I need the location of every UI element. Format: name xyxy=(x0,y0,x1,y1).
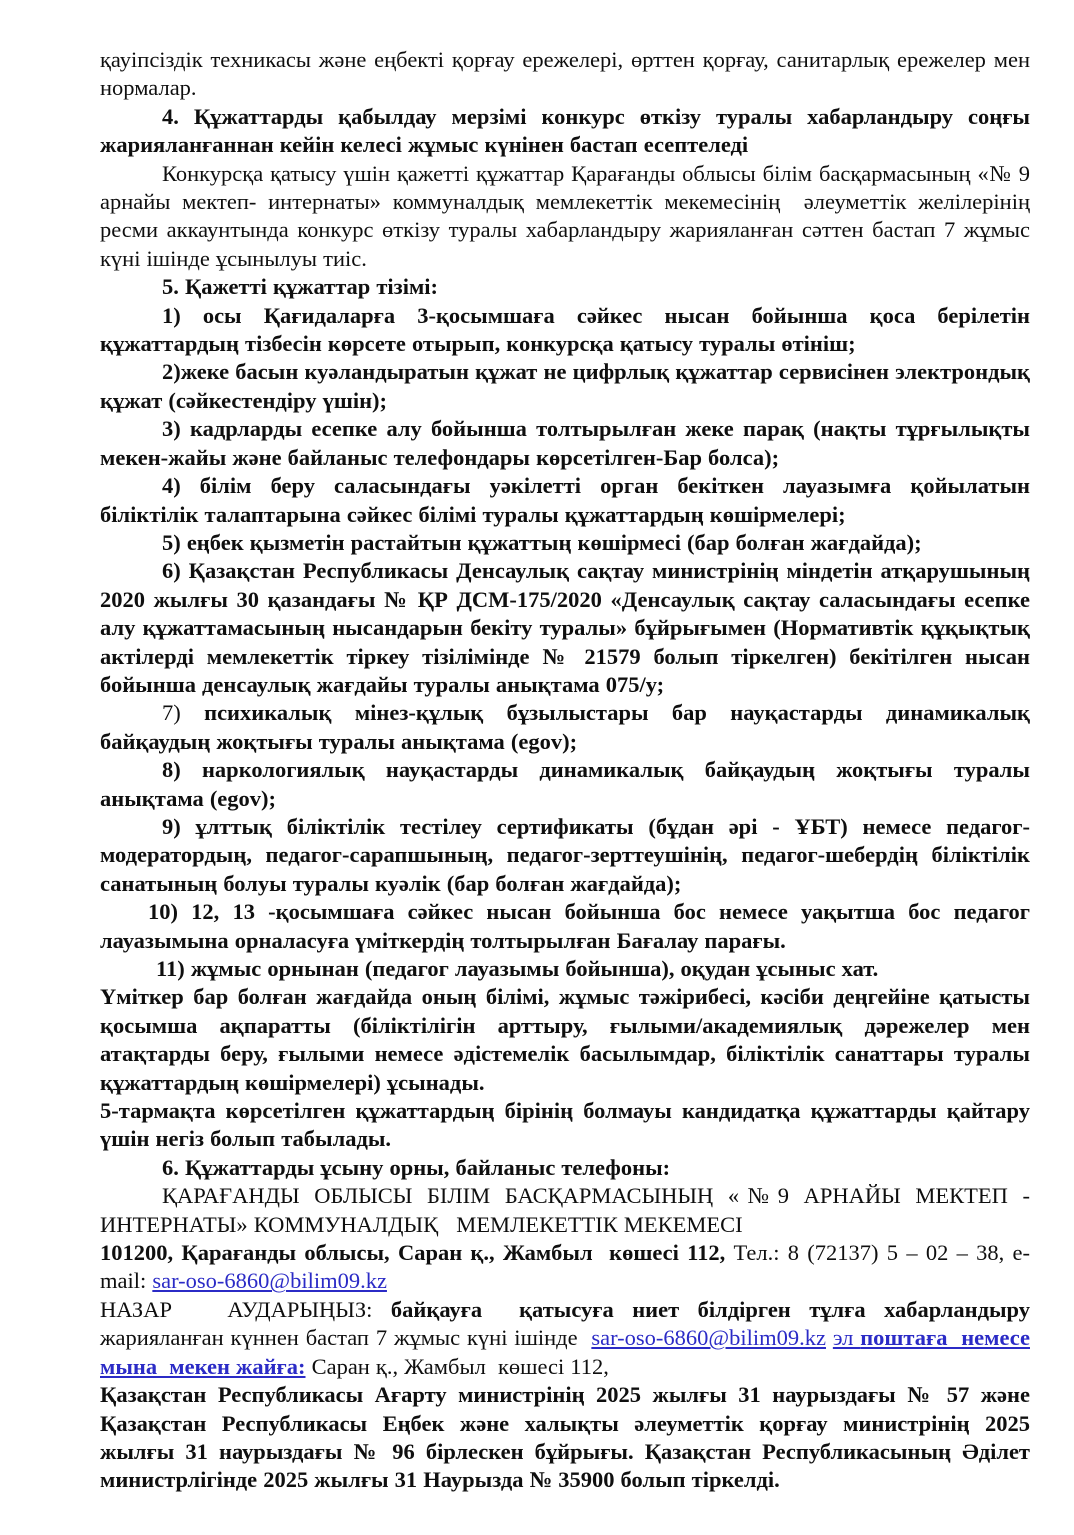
text-run: ҚАРАҒАНДЫ ОБЛЫСЫ БІЛІМ БАСҚАРМАСЫНЫҢ «№9 АРНАЙЫ МЕКТЕП - ИНТЕРНАТЫ» КОММУНАЛДЫҚ МЕМЛЕКЕТТІК МЕКЕМЕСІ xyxy=(100,1183,1030,1237)
heading-section-4 xyxy=(100,103,1030,160)
text-run: байқауға қатысуға ниет білдірген тұлға хабарландыру xyxy=(390,1296,1030,1322)
text-run: 8) наркологиялық науқастарды динамикалық байқаудың жоқтығы туралы анықтама (egov); xyxy=(100,757,1030,811)
list-item-7 xyxy=(100,699,1030,756)
heading-section-5 xyxy=(100,273,1030,301)
heading-section-6 xyxy=(100,1154,1030,1182)
text-run: 1) осы Қағидаларға 3-қосымшаға сәйкес нысан бойынша қоса берілетін құжаттардың тізбесін көрсете отырып, конкурсқа қатысу туралы өтініш; xyxy=(100,302,1030,357)
list-item-6 xyxy=(100,557,1030,699)
text-run: психикалық мінез-құлық бұзылыстары бар науқастарды динамикалық байқаудың жоқтығы туралы анықтама (egov); xyxy=(100,700,1030,754)
list-item-9 xyxy=(100,813,1030,898)
text-run: 11) жұмыс орнынан (педагог лауазымы бойынша), оқудан ұсыныс хат. xyxy=(156,956,879,981)
text-run: Үміткер бар болған жағдайда оның білімі, жұмыс тәжірибесі, кәсіби деңгейіне қатысты қосымша ақпаратты (біліктілігін арттыру, ғылыми/академиялық дәрежелер мен атақтарды беру, ғылыми немесе әдістемелік басылымдар, біліктілік санаттары туралы құжаттардың көшірмелері) ұсынады. xyxy=(100,984,1030,1095)
address-link-text: поштаға немесе мына мекен жайға: xyxy=(100,1325,1030,1379)
text-run: Конкурсқа қатысу үшін қажетті құжаттар Қарағанды облысы білім басқармасының «№ 9 арнайы мектеп- интернаты» коммуналдық мемлекеттік мекемесінің әлеуметтік желілерінің ресми аккаунтында конкурс өткізу туралы хабарландыру жарияланған сәттен бастап 7 жұмыс күні ішінде ұсынылуы тиіс. xyxy=(100,160,1030,271)
text-run: 5-тармақта көрсетілген құжаттардың бірінің болмауы кандидатқа құжаттарды қайтару үшін негіз болып табылады. xyxy=(100,1098,1030,1152)
text-run: 3) кадрларды есепке алу бойынша толтырылған жеке парақ (нақты тұрғылықты мекен-жайы және байланыс телефондары көрсетілген-Бар болса); xyxy=(100,416,1030,470)
para-submission-window xyxy=(100,160,1030,274)
para-organization-name xyxy=(100,1182,1030,1239)
text-run: 6. Құжаттарды ұсыну орны, байланыс телефоны: xyxy=(162,1154,671,1180)
para-address-contacts xyxy=(100,1239,1030,1296)
text-run: 9) ұлттық біліктілік тестілеу сертификаты (бұдан әрі - ҰБТ) немесе педагог-модератордың, педагог-сарапшының, педагог-зерттеушінің, педагог-шебердің біліктілік санатының болуы туралы куәлік (бар болған жағдайда); xyxy=(100,813,1030,896)
para-attention-notice xyxy=(100,1296,1030,1381)
para-candidate-additional-info xyxy=(100,983,1030,1097)
text-run: жарияланған күннен бастап 7 жұмыс күні ішінде xyxy=(100,1325,592,1351)
para-missing-document-note xyxy=(100,1097,1030,1154)
list-item-10 xyxy=(100,898,1030,955)
text-run: 4. Құжаттарды қабылдау мерзімі конкурс өткізу туралы хабарландыру соңғы жарияланғаннан кейін келесі жұмыс күнінен бастап есептеледі xyxy=(100,103,1030,158)
email-link[interactable]: sar-oso-6860@bilim09.kz xyxy=(152,1268,387,1294)
text-run: қауіпсіздік техникасы және еңбекті қорғау ережелері, өрттен қорғау, санитарлық ережелер мен нормалар. xyxy=(100,47,1030,101)
list-item-4 xyxy=(100,472,1030,529)
list-item-8 xyxy=(100,756,1030,813)
text-run: 101200, Қарағанды облысы, Саран қ., Жамбыл көшесі 112, xyxy=(100,1240,734,1266)
text-run: Тел.: 8 (72137) 5 – 02 – 38, e-mail: xyxy=(100,1240,1030,1294)
text-run: 10) 12, 13 -қосымшаға сәйкес нысан бойынша бос немесе уақытша бос педагог лауазымына орналасуға үміткердің толтырылған Бағалау парағы. xyxy=(100,899,1030,953)
para-joint-order-registration xyxy=(100,1381,1030,1495)
list-item-5 xyxy=(100,529,1030,557)
text-run: НАЗАР АУДАРЫҢЫЗ: xyxy=(100,1296,391,1322)
text-run: Қазақстан Республикасы Ағарту министрінің 2025 жылғы 31 наурыздағы № 57 және Қазақстан Республикасы Еңбек және халықты әлеуметтік қорғау министрінің 2025 жылғы 31 наурыздағы № 96 бірлескен бұйрығы. Қазақстан Республикасының Әділет министрлігінде 2025 жылғы 31 Наурызда № 35900 болып тіркелді. xyxy=(100,1382,1030,1493)
text-run: эл xyxy=(832,1325,861,1351)
document-content xyxy=(100,46,1030,1495)
text-run: 7) xyxy=(162,700,205,726)
text-run: 2)жеке басын куәландыратын құжат не цифрлық құжаттар сервисінен электрондық құжат (сәйкестендіру үшін); xyxy=(100,359,1030,413)
text-run: Саран қ., Жамбыл көшесі 112, xyxy=(305,1353,609,1379)
list-item-3 xyxy=(100,415,1030,472)
text-run xyxy=(826,1325,833,1350)
text-run: 6) Қазақстан Республикасы Денсаулық сақтау министрінің міндетін атқарушының 2020 жылғы 30 қазандағы № ҚР ДСМ-175/2020 «Денсаулық сақтау саласындағы есепке алу құжаттамасының нысандарын бекіту туралы» бұйрығымен (Нормативтік құқықтық актілерді мемлекеттік тіркеу тізілімінде № 21579 болып тіркелген) бекітілген нысан бойынша денсаулық жағдайы туралы анықтама 075/у; xyxy=(100,558,1030,697)
text-run: 5) еңбек қызметін растайтын құжаттың көшірмесі (бар болған жағдайда); xyxy=(162,529,922,555)
email-link[interactable]: sar-oso-6860@bilim09.kz xyxy=(591,1325,826,1351)
list-item-2 xyxy=(100,358,1030,415)
para-safety-rules-continuation xyxy=(100,46,1030,103)
text-run: 5. Қажетті құжаттар тізімі: xyxy=(162,274,439,300)
text-run: 4) білім беру саласындағы уәкілетті орган бекіткен лауазымға қойылатын біліктілік талаптарына сәйкес білімі туралы құжаттардың көшірмелері; xyxy=(100,473,1030,527)
list-item-1 xyxy=(100,302,1030,359)
list-item-11 xyxy=(100,955,1030,983)
